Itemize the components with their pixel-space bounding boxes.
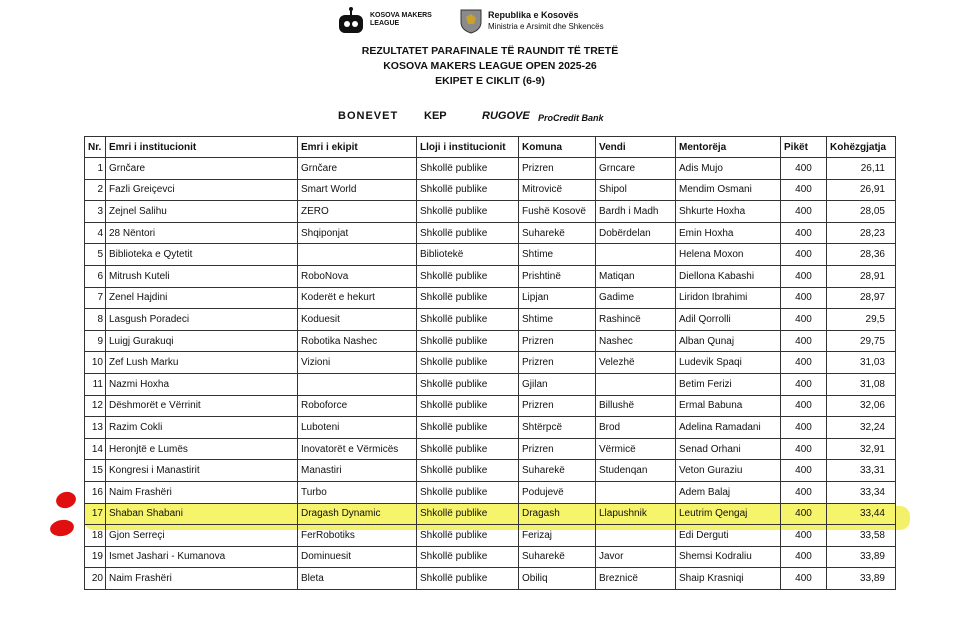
col-team-cell: Manastiri: [298, 460, 417, 482]
col-points-cell: 400: [781, 222, 827, 244]
col-institution-cell: Nazmi Hoxha: [106, 373, 298, 395]
col-municipality-cell: Suharekë: [519, 546, 596, 568]
table-row: [85, 179, 896, 201]
col-municipality-cell: Lipjan: [519, 287, 596, 309]
col-municipality-cell: Mitrovicë: [519, 179, 596, 201]
col-institution-type-cell: Shkollë publike: [417, 222, 519, 244]
col-institution-cell: Naim Frashëri: [106, 481, 298, 503]
col-institution-cell: Naim Frashëri: [106, 568, 298, 590]
col-duration-cell: 29,5: [827, 309, 896, 331]
table-row: [85, 158, 896, 180]
col-duration-cell: 33,44: [827, 503, 896, 525]
col-institution-cell: 28 Nëntori: [106, 222, 298, 244]
ministry-name: Ministria e Arsimit dhe Shkencës: [488, 22, 604, 31]
col-place-cell: Llapushnik: [596, 503, 676, 525]
col-duration-cell: 32,24: [827, 417, 896, 439]
col-municipality-cell: Suharekë: [519, 460, 596, 482]
col-nr-header: Nr.: [85, 137, 106, 158]
col-duration-cell: 31,03: [827, 352, 896, 374]
table-row: [85, 395, 896, 417]
col-mentor-cell: Adil Qorrolli: [676, 309, 781, 331]
col-nr-cell: 19: [85, 546, 106, 568]
col-institution-header: Emri i institucionit: [106, 137, 298, 158]
col-nr-cell: 8: [85, 309, 106, 331]
table-row: [85, 222, 896, 244]
col-nr-cell: 7: [85, 287, 106, 309]
col-team-header: Emri i ekipit: [298, 137, 417, 158]
col-place-cell: Matiqan: [596, 265, 676, 287]
col-team-cell: Koderët e hekurt: [298, 287, 417, 309]
col-place-cell: [596, 525, 676, 547]
col-place-header: Vendi: [596, 137, 676, 158]
title-line-1: REZULTATET PARAFINALE TË RAUNDIT TË TRETË: [361, 45, 619, 57]
col-institution-type-cell: Shkollë publike: [417, 438, 519, 460]
col-points-cell: 400: [781, 287, 827, 309]
col-institution-cell: Ismet Jashari - Kumanova: [106, 546, 298, 568]
col-duration-cell: 26,91: [827, 179, 896, 201]
col-team-cell: Dominuesit: [298, 546, 417, 568]
col-nr-cell: 17: [85, 503, 106, 525]
col-points-cell: 400: [781, 309, 827, 331]
col-place-cell: Vërmicë: [596, 438, 676, 460]
col-institution-type-cell: Shkollë publike: [417, 352, 519, 374]
col-mentor-cell: Leutrim Qengaj: [676, 503, 781, 525]
col-institution-type-cell: Shkollë publike: [417, 330, 519, 352]
col-duration-cell: 26,11: [827, 158, 896, 180]
col-institution-cell: Kongresi i Manastirit: [106, 460, 298, 482]
col-mentor-cell: Shemsi Kodraliu: [676, 546, 781, 568]
table-row: [85, 546, 896, 568]
col-nr-cell: 18: [85, 525, 106, 547]
col-points-cell: 400: [781, 503, 827, 525]
table-row: [85, 373, 896, 395]
col-nr-cell: 3: [85, 201, 106, 223]
col-institution-type-cell: Shkollë publike: [417, 503, 519, 525]
col-nr-cell: 16: [85, 481, 106, 503]
col-municipality-cell: Dragash: [519, 503, 596, 525]
col-place-cell: Nashec: [596, 330, 676, 352]
col-points-cell: 400: [781, 373, 827, 395]
col-team-cell: FerRobotiks: [298, 525, 417, 547]
col-mentor-cell: Adem Balaj: [676, 481, 781, 503]
col-team-cell: Smart World: [298, 179, 417, 201]
col-mentor-cell: Ludevik Spaqi: [676, 352, 781, 374]
col-points-cell: 400: [781, 568, 827, 590]
col-institution-cell: Zenel Hajdini: [106, 287, 298, 309]
col-points-cell: 400: [781, 330, 827, 352]
col-mentor-cell: Mendim Osmani: [676, 179, 781, 201]
col-place-cell: Velezhë: [596, 352, 676, 374]
col-nr-cell: 20: [85, 568, 106, 590]
col-institution-cell: Gjon Serreçi: [106, 525, 298, 547]
col-mentor-cell: Senad Orhani: [676, 438, 781, 460]
col-points-cell: 400: [781, 525, 827, 547]
col-duration-header: Kohëzgjatja: [827, 137, 896, 158]
col-institution-cell: Mitrush Kuteli: [106, 265, 298, 287]
col-nr-cell: 6: [85, 265, 106, 287]
table-row: [85, 309, 896, 331]
red-marker-dot: [49, 518, 75, 538]
col-mentor-cell: Adelina Ramadani: [676, 417, 781, 439]
logo-bar: [0, 2, 980, 38]
col-mentor-cell: Diellona Kabashi: [676, 265, 781, 287]
col-team-cell: RoboNova: [298, 265, 417, 287]
col-municipality-cell: Suharekë: [519, 222, 596, 244]
col-duration-cell: 32,91: [827, 438, 896, 460]
col-institution-cell: Lasgush Poradeci: [106, 309, 298, 331]
col-duration-cell: 28,05: [827, 201, 896, 223]
col-institution-type-cell: Shkollë publike: [417, 265, 519, 287]
table-row: [85, 568, 896, 590]
table-row: [85, 481, 896, 503]
sponsor-procredit-logo: ProCredit Bank: [538, 113, 604, 123]
col-duration-cell: 28,23: [827, 222, 896, 244]
col-mentor-cell: Edi Derguti: [676, 525, 781, 547]
republic-ministry-logo: [460, 6, 640, 36]
col-nr-cell: 15: [85, 460, 106, 482]
table-row: [85, 503, 896, 525]
col-nr-cell: 14: [85, 438, 106, 460]
col-team-cell: ZERO: [298, 201, 417, 223]
col-points-header: Pikët: [781, 137, 827, 158]
col-place-cell: Grncare: [596, 158, 676, 180]
col-institution-type-cell: Shkollë publike: [417, 201, 519, 223]
col-nr-cell: 4: [85, 222, 106, 244]
table-row: [85, 330, 896, 352]
col-mentor-cell: Alban Qunaj: [676, 330, 781, 352]
col-institution-cell: Shaban Shabani: [106, 503, 298, 525]
red-marker-dot: [54, 490, 77, 511]
kosova-makers-league-logo: [336, 6, 456, 36]
col-municipality-cell: Podujevë: [519, 481, 596, 503]
col-institution-cell: Zef Lush Marku: [106, 352, 298, 374]
table-row: [85, 352, 896, 374]
col-institution-type-header: Lloji i institucionit: [417, 137, 519, 158]
col-duration-cell: 28,97: [827, 287, 896, 309]
col-team-cell: Robotika Nashec: [298, 330, 417, 352]
col-mentor-cell: Helena Moxon: [676, 244, 781, 266]
col-team-cell: Grnčare: [298, 158, 417, 180]
col-mentor-cell: Veton Guraziu: [676, 460, 781, 482]
col-institution-type-cell: Shkollë publike: [417, 395, 519, 417]
col-points-cell: 400: [781, 460, 827, 482]
col-mentor-header: Mentorëja: [676, 137, 781, 158]
col-municipality-cell: Shtime: [519, 244, 596, 266]
col-mentor-cell: Ermal Babuna: [676, 395, 781, 417]
col-municipality-cell: Prizren: [519, 158, 596, 180]
col-nr-cell: 11: [85, 373, 106, 395]
col-municipality-cell: Prizren: [519, 438, 596, 460]
col-place-cell: Studenqan: [596, 460, 676, 482]
col-municipality-cell: Prishtinë: [519, 265, 596, 287]
col-mentor-cell: Liridon Ibrahimi: [676, 287, 781, 309]
sponsor-logos: [338, 110, 638, 128]
col-institution-cell: Grnčare: [106, 158, 298, 180]
col-municipality-cell: Gjilan: [519, 373, 596, 395]
results-table: [84, 136, 896, 590]
col-place-cell: Javor: [596, 546, 676, 568]
sponsor-bonevet-logo: BONEVET: [338, 110, 399, 122]
col-place-cell: Rashincë: [596, 309, 676, 331]
col-municipality-cell: Obiliq: [519, 568, 596, 590]
table-row: [85, 265, 896, 287]
col-institution-type-cell: Shkollë publike: [417, 460, 519, 482]
col-institution-type-cell: Shkollë publike: [417, 525, 519, 547]
robot-icon: [336, 7, 366, 35]
col-place-cell: [596, 481, 676, 503]
col-nr-cell: 9: [85, 330, 106, 352]
col-municipality-header: Komuna: [519, 137, 596, 158]
col-place-cell: Breznicë: [596, 568, 676, 590]
title-line-2: KOSOVA MAKERS LEAGUE OPEN 2025-26: [383, 60, 597, 72]
col-municipality-cell: Prizren: [519, 330, 596, 352]
col-institution-cell: Dëshmorët e Vërrinit: [106, 395, 298, 417]
col-duration-cell: 28,91: [827, 265, 896, 287]
col-institution-cell: Heronjtë e Lumës: [106, 438, 298, 460]
col-duration-cell: 28,36: [827, 244, 896, 266]
col-nr-cell: 2: [85, 179, 106, 201]
col-institution-type-cell: Shkollë publike: [417, 309, 519, 331]
sponsor-kep-logo: KEP: [424, 110, 447, 122]
col-place-cell: Dobërdelan: [596, 222, 676, 244]
table-row: [85, 244, 896, 266]
col-institution-cell: Luigj Gurakuqi: [106, 330, 298, 352]
col-mentor-cell: Emin Hoxha: [676, 222, 781, 244]
col-team-cell: Vizioni: [298, 352, 417, 374]
table-row: [85, 417, 896, 439]
col-municipality-cell: Fushë Kosovë: [519, 201, 596, 223]
col-points-cell: 400: [781, 546, 827, 568]
kosovo-emblem-icon: [460, 8, 482, 34]
table-row: [85, 438, 896, 460]
col-team-cell: Luboteni: [298, 417, 417, 439]
col-nr-cell: 10: [85, 352, 106, 374]
col-institution-type-cell: Shkollë publike: [417, 417, 519, 439]
table-row: [85, 460, 896, 482]
col-municipality-cell: Ferizaj: [519, 525, 596, 547]
col-institution-cell: Biblioteka e Qytetit: [106, 244, 298, 266]
col-place-cell: Bardh i Madh: [596, 201, 676, 223]
republic-title: Republika e Kosovës: [488, 10, 579, 20]
col-institution-cell: Fazli Greiçevci: [106, 179, 298, 201]
col-institution-type-cell: Shkollë publike: [417, 373, 519, 395]
table-row: [85, 201, 896, 223]
table-row: [85, 525, 896, 547]
title-line-3: EKIPET E CIKLIT (6-9): [435, 75, 545, 87]
col-duration-cell: 33,58: [827, 525, 896, 547]
col-points-cell: 400: [781, 179, 827, 201]
col-place-cell: Billushë: [596, 395, 676, 417]
col-municipality-cell: Shtime: [519, 309, 596, 331]
col-mentor-cell: Adis Mujo: [676, 158, 781, 180]
col-institution-cell: Razim Cokli: [106, 417, 298, 439]
col-place-cell: Gadime: [596, 287, 676, 309]
col-duration-cell: 32,06: [827, 395, 896, 417]
col-team-cell: Dragash Dynamic: [298, 503, 417, 525]
col-institution-type-cell: Shkollë publike: [417, 158, 519, 180]
col-nr-cell: 12: [85, 395, 106, 417]
document-titles: [0, 44, 980, 89]
col-institution-type-cell: Shkollë publike: [417, 546, 519, 568]
col-team-cell: Roboforce: [298, 395, 417, 417]
col-duration-cell: 29,75: [827, 330, 896, 352]
col-mentor-cell: Shkurte Hoxha: [676, 201, 781, 223]
col-points-cell: 400: [781, 395, 827, 417]
col-team-cell: [298, 373, 417, 395]
col-points-cell: 400: [781, 352, 827, 374]
col-team-cell: Shqiponjat: [298, 222, 417, 244]
col-institution-cell: Zejnel Salihu: [106, 201, 298, 223]
col-nr-cell: 13: [85, 417, 106, 439]
col-team-cell: Bleta: [298, 568, 417, 590]
col-team-cell: Inovatorët e Vërmicës: [298, 438, 417, 460]
col-points-cell: 400: [781, 265, 827, 287]
col-municipality-cell: Prizren: [519, 352, 596, 374]
col-team-cell: Koduesit: [298, 309, 417, 331]
col-points-cell: 400: [781, 438, 827, 460]
col-team-cell: Turbo: [298, 481, 417, 503]
col-points-cell: 400: [781, 201, 827, 223]
col-points-cell: 400: [781, 158, 827, 180]
col-nr-cell: 1: [85, 158, 106, 180]
table-header-row: [85, 137, 896, 158]
col-place-cell: [596, 373, 676, 395]
col-team-cell: [298, 244, 417, 266]
col-duration-cell: 31,08: [827, 373, 896, 395]
col-place-cell: Shipol: [596, 179, 676, 201]
col-points-cell: 400: [781, 244, 827, 266]
col-nr-cell: 5: [85, 244, 106, 266]
col-institution-type-cell: Shkollë publike: [417, 481, 519, 503]
table-row: [85, 287, 896, 309]
col-place-cell: Brod: [596, 417, 676, 439]
col-institution-type-cell: Shkollë publike: [417, 568, 519, 590]
col-duration-cell: 33,34: [827, 481, 896, 503]
col-duration-cell: 33,89: [827, 568, 896, 590]
col-duration-cell: 33,89: [827, 546, 896, 568]
col-points-cell: 400: [781, 417, 827, 439]
col-municipality-cell: Prizren: [519, 395, 596, 417]
sponsor-rugove-logo: RUGOVE: [482, 110, 530, 122]
col-municipality-cell: Shtërpcë: [519, 417, 596, 439]
col-mentor-cell: Shaip Krasniqi: [676, 568, 781, 590]
col-mentor-cell: Betim Ferizi: [676, 373, 781, 395]
col-place-cell: [596, 244, 676, 266]
col-points-cell: 400: [781, 481, 827, 503]
col-duration-cell: 33,31: [827, 460, 896, 482]
kml-logo-text: KOSOVA MAKERS LEAGUE: [370, 12, 432, 27]
col-institution-type-cell: Shkollë publike: [417, 287, 519, 309]
col-institution-type-cell: Shkollë publike: [417, 179, 519, 201]
col-institution-type-cell: Bibliotekë: [417, 244, 519, 266]
